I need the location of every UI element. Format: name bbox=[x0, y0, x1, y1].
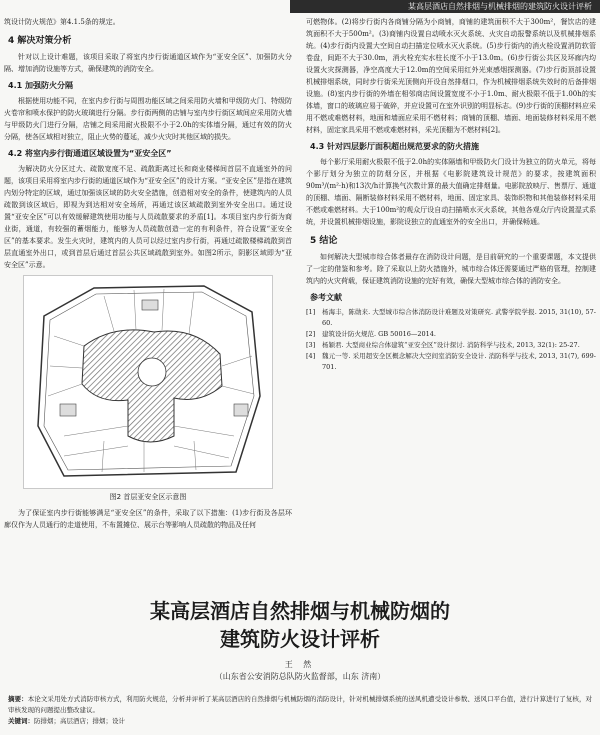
article-author: 王 然 bbox=[284, 660, 316, 669]
section-4-3-paragraph: 每个影厅采用耐火极限不低于2.0h的实体隔墙和甲级防火门设计为独立的防火单元，将每个影厅划分为独立的防烟分区，并根据《电影院建筑设计规范》的要求，按建筑面积90m³/(m²·h)和13次/h计算换气次数计算的最大值确定排烟量。电影院放映厅、售票厅、通道的顶棚、墙面、隔断装修材料采用不燃材料，地面、固定家具、装饰织物和其他装修材料采用不燃或难燃材料。大于100m²的观众厅设自动扫描喷水灭火系统，其他各观众厅内设置湿式系统，并设置机械排烟设施，影院设独立的直通室外的安全出口，并确保畅通。 bbox=[306, 158, 596, 226]
article-title-line-1: 某高层酒店自然排烟与机械防烟的 bbox=[150, 599, 450, 623]
figure-caption: 图2 首层亚安全区示意图 bbox=[109, 493, 187, 501]
section-4-2-heading: 4.2 将室内步行街通道区域设置为“亚安全区” bbox=[8, 149, 172, 158]
core-block-left bbox=[60, 404, 76, 416]
section-4-paragraph: 针对以上设计难题，该项目采取了将室内步行街通道区域作为“亚安全区”、加强防火分隔、增加消防设施等方式，确保建筑的消防安全。 bbox=[4, 53, 292, 73]
measures-paragraph: 可燃物体。(2)将步行街内各商铺分隔为小商铺，商铺的建筑面积不大于300m²，餐饮店的建筑面积不大于500m²。(3)商铺内设置自动喷水灭火系统、火灾自动报警系统以及机械排烟系统。(4)步行街内设置大空间自动扫描定位喷水灭火系统。(5)步行街内的消火栓设置消防软管卷盘，间距不大于30.0m，消火栓充实水柱长度不小于13.0m。(6)步行街公共区及环廊内均设置火灾探测器，净空高度大于12.0m的空间采用红外光束感烟探测器。(7)步行街顶部设置机械排烟系统，同时步行街采光顶侧向开设自然排烟口，作为机械排烟系统失效时的后备排烟设施。(8)室内步行街的外墙在相邻商店间设置宽度不小于1.0m、耐火极限不低于1.00h的实体墙，窗口的玻璃应易于破碎，并应设置可在室外识别的明显标志。(9)步行街的顶棚材料应采用不燃或难燃材料，地面和墙面应采用不燃材料；商铺的顶棚、墙面、地面装修材料采用不燃材料，固定家具采用不燃或难燃材料，采光顶棚为不燃材料[2]。 bbox=[306, 18, 596, 134]
abstract-text: 本论文采用处方式消防审核方式，利用防火规范，分析并评析了某高层酒店的自然排烟与机械防烟的消防设计，针对机械排烟系统的送风机遭受设计参数、送风口平台值，进行计算进行了复核，对审核发现的问题提出整改建议。 bbox=[8, 695, 592, 714]
section-5-paragraph: 如何解决大型城市综合体者最存在消防设计问题，是目前研究的一个重要课题，本文提供了一定的借鉴和参考。除了采取以上防火措施外，城市综合体还需要通过严格的管理，控制建筑内的火灾荷载，保证建筑消防设施的完好有效，确保大型城市综合体的消防安全。 bbox=[306, 253, 596, 285]
section-4-1-paragraph: 根据使用功能不同，在室内步行街与周围功能区域之间采用防火墙和甲级防火门、特级防火卷帘和喷水保护的防火玻璃进行分隔。步行街两侧的店铺与室内步行街区域间应采用防火墙与甲级防火门进行分隔，店铺之间采用耐火极限不小于2.0h的实体墙分隔，通过有效的防火分隔，使各区域相对独立，阻止火势的蔓延，减少火灾时其他区域的损失。 bbox=[4, 97, 292, 141]
floor-plan-drawing bbox=[24, 276, 272, 488]
right-column bbox=[306, 16, 596, 373]
floor-plan-figure bbox=[23, 275, 273, 489]
section-4-heading: 4 解决对策分析 bbox=[8, 36, 72, 46]
abstract-block bbox=[8, 694, 592, 727]
references-heading: 参考文献 bbox=[310, 293, 342, 302]
atrium-circle bbox=[138, 358, 166, 386]
intro-paragraph: 筑设计防火规范》第4.1.5条的规定。 bbox=[4, 18, 120, 26]
article-affiliation: （山东省公安消防总队防火监督部，山东 济南） bbox=[214, 672, 386, 681]
section-4-1-heading: 4.1 加强防火分隔 bbox=[8, 81, 73, 90]
core-block-right bbox=[234, 404, 248, 416]
article-title-block bbox=[0, 597, 600, 683]
reference-item: [1] 杨海丰，陈勋来. 大型城市综合体消防设计难题及对策研究. 武警学院学报. 2015, 31(10), 57-60. bbox=[306, 308, 596, 327]
keywords-label: 关键词： bbox=[8, 717, 34, 725]
article-title-line-2: 建筑防火设计评析 bbox=[220, 627, 380, 651]
after-figure-paragraph: 为了保证室内步行街能够满足“亚安全区”的条件，采取了以下措施：(1)步行街及各层环廊仅作为人员通行的走道使用，不布置摊位、展示台等影响人员疏散的物品及任何 bbox=[4, 509, 292, 529]
section-4-3-heading: 4.3 针对四层影厅面积超出规范要求的防火措施 bbox=[310, 142, 479, 151]
running-head: 某高层酒店自然排烟与机械排烟的建筑防火设计评析 bbox=[290, 0, 600, 13]
section-5-heading: 5 结论 bbox=[310, 236, 338, 246]
reference-item: [3] 杨颖君. 大型商业综合体建筑“亚安全区”设计探讨. 消防科学与技术, 2013, 32(1): 25-27. bbox=[306, 341, 580, 349]
section-4-2-paragraph: 为解决防火分区过大、疏散宽度不足、疏散距离过长和商业楼梯间首层不直通室外的问题，该项目采用将室内步行街的通道区域作为“亚安全区”的设计方案。“亚安全区”是指在建筑内划分特定的区域，通过加强该区域的防火安全措施，创造相对安全的条件，使建筑内的人员疏散到该区域后，即视为到达相对安全场所，再通过该区域疏散到室外安全出口。通过设置“亚安全区”可以有效缓解建筑使用功能与人员疏散要求的矛盾[1]。本项目室内步行街为商业街，通道，有较强的蓄烟能力，能够为人员疏散创造一定的有利条件，符合设置“亚安全区”的基本要求。发生火灾时，建筑内的人员可以经过室内步行街，再通过疏散楼梯疏散到首层直通室外出口，或到首层后通过首层公共区域疏散到室外。如图2所示，阴影区域即为“亚安全区”示意。 bbox=[4, 165, 292, 269]
left-column bbox=[4, 16, 292, 531]
reference-list bbox=[306, 307, 596, 373]
reference-item: [2] 建筑设计防火规范. GB 50016—2014. bbox=[306, 330, 436, 338]
abstract-label: 摘要： bbox=[8, 695, 28, 703]
reference-item: [4] 魏元一等. 采用超安全区概念解决大空间室消防安全设计. 消防科学与技术, 2013, 31(7), 699-701. bbox=[306, 352, 596, 371]
keywords-text: 防排烟；高层酒店；排烟；设计 bbox=[34, 717, 125, 725]
core-block-top bbox=[142, 300, 158, 310]
